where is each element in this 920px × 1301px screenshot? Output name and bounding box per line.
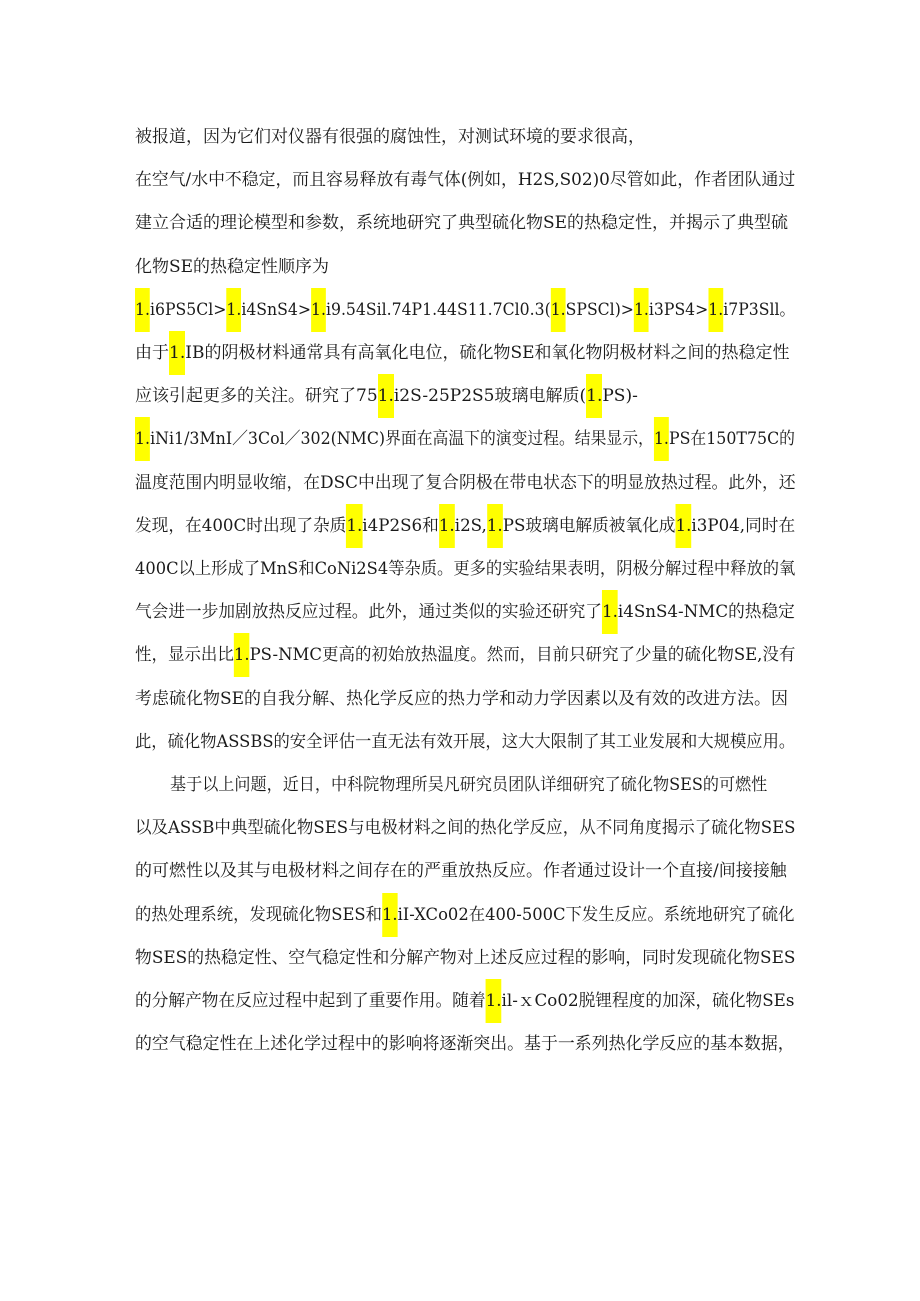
text-segment: 的分解产物在反应过程中起到了重要作用。随着 bbox=[135, 991, 486, 1011]
text-line bbox=[135, 806, 796, 850]
text-segment: i4SnS4> bbox=[241, 300, 311, 320]
text-segment: PS在150T75C的 bbox=[668, 429, 795, 449]
highlighted-text: 1. bbox=[226, 288, 241, 332]
highlighted-text: 1. bbox=[169, 331, 185, 375]
text-line bbox=[135, 979, 795, 1023]
text-segment: 发现，在400C时出现了杂质 bbox=[135, 516, 347, 536]
text-line bbox=[135, 417, 795, 461]
text-segment: 应该引起更多的关注。研究了75 bbox=[135, 386, 378, 406]
text-line bbox=[135, 374, 795, 418]
highlighted-text: 1. bbox=[378, 374, 394, 418]
text-segment: i2S-25P2S5玻璃电解质( bbox=[393, 386, 587, 406]
text-line bbox=[135, 590, 795, 634]
highlighted-text: 1. bbox=[551, 288, 566, 332]
text-segment: 物SES的热稳定性、空气稳定性和分解产物对上述反应过程的影响，同时发现硫化物SES bbox=[135, 948, 796, 968]
text-segment: i4SnS4-NMC的热稳定 bbox=[617, 602, 795, 622]
text-segment: PS-NMC更高的初始放热温度。然而，目前只研究了少量的硫化物SE,没有 bbox=[249, 645, 796, 665]
highlighted-text: 1. bbox=[346, 504, 362, 548]
text-line bbox=[135, 461, 796, 505]
highlighted-text: 1. bbox=[382, 893, 398, 937]
highlighted-text: 1. bbox=[234, 633, 250, 677]
text-segment: i3PS4> bbox=[648, 300, 709, 320]
text-segment: 气会进一步加剧放热反应过程。此外，通过类似的实验还研究了 bbox=[135, 602, 602, 622]
text-segment: i6PS5Cl> bbox=[149, 300, 227, 320]
highlighted-text: 1. bbox=[439, 504, 455, 548]
text-line bbox=[135, 1022, 795, 1066]
text-segment: 被报道，因为它们对仪器有很强的腐蚀性，对测试环境的要求很高， bbox=[135, 127, 645, 147]
highlighted-text: 1. bbox=[634, 288, 649, 332]
highlighted-text: 1. bbox=[486, 979, 502, 1023]
text-segment: 在空气/水中不稳定，而且容易释放有毒气体(例如，H2S,S02)0尽管如此，作者团队通过 bbox=[135, 170, 796, 190]
text-segment: i2S, bbox=[454, 516, 487, 536]
text-line bbox=[170, 763, 795, 807]
text-segment: i4P2S6和 bbox=[362, 516, 439, 536]
text-segment: 化物SE的热稳定性顺序为 bbox=[135, 257, 330, 277]
text-segment: 温度范围内明显收缩，在DSC中出现了复合阴极在带电状态下的明显放热过程。此外，还 bbox=[135, 473, 796, 493]
text-line bbox=[135, 849, 795, 893]
text-segment: 考虑硫化物SE的自我分解、热化学反应的热力学和动力学因素以及有效的改进方法。因 bbox=[135, 689, 789, 709]
text-segment: 基于以上问题，近日，中科院物理所吴凡研究员团队详细研究了硫化物SES的可燃性 bbox=[170, 775, 768, 795]
text-segment: PS玻璃电解质被氧化成 bbox=[502, 516, 676, 536]
text-line bbox=[135, 720, 796, 764]
text-line bbox=[135, 677, 795, 721]
highlighted-text: 1. bbox=[487, 504, 503, 548]
text-segment: 由于 bbox=[135, 343, 169, 363]
highlighted-text: 1. bbox=[586, 374, 602, 418]
text-segment: 性，显示出比 bbox=[135, 645, 234, 665]
text-segment: i9.54Sil.74P1.44S11.7Cl0.3( bbox=[325, 300, 551, 320]
highlighted-text: 1. bbox=[602, 590, 618, 634]
text-segment: SPSCl)> bbox=[565, 300, 634, 320]
text-segment: IB的阴极材料通常具有高氧化电位，硫化物SE和氧化物阴极材料之间的热稳定性 bbox=[185, 343, 790, 363]
highlighted-text: 1. bbox=[135, 288, 150, 332]
text-segment: 400C以上形成了MnS和CoNi2S4等杂质。更多的实验结果表明，阴极分解过程中释放的氧 bbox=[135, 559, 796, 579]
text-line bbox=[135, 115, 795, 159]
highlighted-text: 1. bbox=[654, 417, 669, 461]
text-segment: i7P3Sll。 bbox=[723, 300, 796, 320]
highlighted-text: 1. bbox=[708, 288, 723, 332]
text-line bbox=[135, 245, 795, 289]
text-line bbox=[135, 893, 795, 937]
text-segment: i3P04,同时在 bbox=[691, 516, 796, 536]
text-segment: iNi1/3MnI／3Col／302(NMC)界面在高温下的演变过程。结果显示， bbox=[150, 429, 654, 449]
text-segment: il-ｘCo02脱锂程度的加深，硫化物SEs bbox=[501, 991, 795, 1011]
text-line bbox=[135, 936, 796, 980]
text-segment: 以及ASSB中典型硫化物SES与电极材料之间的热化学反应，从不同角度揭示了硫化物SES bbox=[135, 818, 796, 838]
text-segment: 的热处理系统，发现硫化物SES和 bbox=[135, 905, 382, 925]
text-segment: 的可燃性以及其与电极材料之间存在的严重放热反应。作者通过设计一个直接/间接接触 bbox=[135, 861, 787, 881]
highlighted-text: 1. bbox=[311, 288, 326, 332]
text-line bbox=[135, 288, 796, 332]
text-segment: 此，硫化物ASSBS的安全评估一直无法有效开展，这大大限制了其工业发展和大规模应用。 bbox=[135, 732, 796, 752]
highlighted-text: 1. bbox=[675, 504, 691, 548]
text-line bbox=[135, 201, 795, 245]
text-line bbox=[135, 547, 796, 591]
highlighted-text: 1. bbox=[135, 417, 150, 461]
text-segment: iI-XCo02在400-500C下发生反应。系统地研究了硫化 bbox=[397, 905, 795, 925]
text-segment: 建立合适的理论模型和参数，系统地研究了典型硫化物SE的热稳定性，并揭示了典型硫 bbox=[135, 213, 789, 233]
text-line bbox=[135, 504, 796, 548]
text-line bbox=[135, 331, 795, 375]
text-line bbox=[135, 158, 796, 202]
text-line bbox=[135, 633, 796, 677]
text-segment: 的空气稳定性在上述化学过程中的影响将逐渐突出。基于一系列热化学反应的基本数据， bbox=[135, 1034, 795, 1054]
text-segment: PS)- bbox=[602, 386, 638, 406]
